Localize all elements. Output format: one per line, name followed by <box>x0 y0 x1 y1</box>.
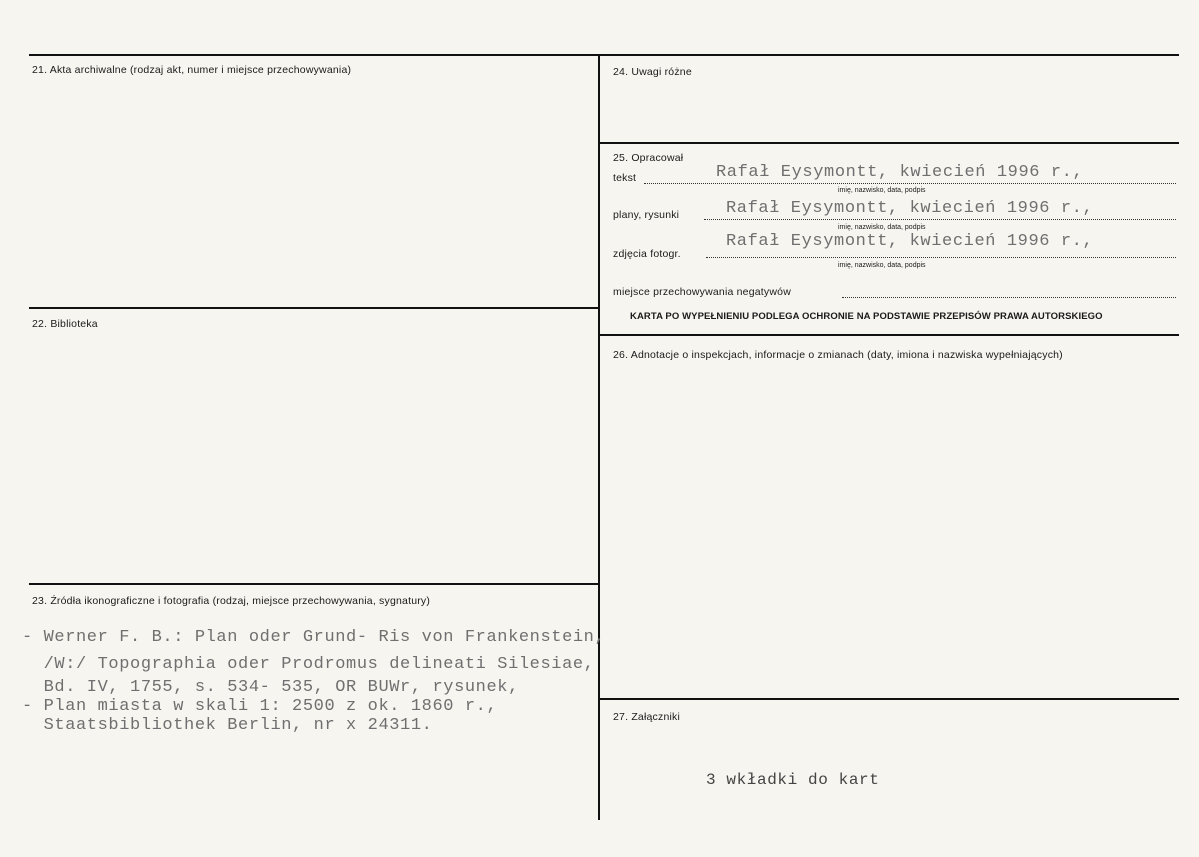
divider-22-23 <box>29 583 599 585</box>
field-plany-label: plany, rysunki <box>613 209 680 221</box>
section-21-label: 21. Akta archiwalne (rodzaj akt, numer i miejsce przechowywania) <box>32 64 352 76</box>
section-27-label: 27. Załączniki <box>613 711 680 723</box>
source-entry: /W:/ Topographia oder Prodromus delineati Silesiae, <box>22 655 595 674</box>
field-zdjecia-value: Rafał Eysymontt, kwiecień 1996 r., <box>726 232 1094 251</box>
center-divider-line <box>598 55 600 820</box>
negatives-label: miejsce przechowywania negatywów <box>613 286 791 298</box>
field-tekst-caption: imię, nazwisko, data, podpis <box>838 187 926 194</box>
top-border-line <box>29 54 1179 56</box>
source-entry: - Plan miasta w skali 1: 2500 z ok. 1860 r., <box>22 697 498 716</box>
field-plany-caption: imię, nazwisko, data, podpis <box>838 224 926 231</box>
divider-26-27 <box>599 698 1179 700</box>
section-22-label: 22. Biblioteka <box>32 318 98 330</box>
copyright-notice: KARTA PO WYPEŁNIENIU PODLEGA OCHRONIE NA PODSTAWIE PRZEPISÓW PRAWA AUTORSKIEGO <box>630 311 1103 322</box>
source-entry: - Werner F. B.: Plan oder Grund- Ris von Frankenstein, <box>22 628 606 647</box>
field-plany-dotted-line <box>704 219 1176 220</box>
field-plany-value: Rafał Eysymontt, kwiecień 1996 r., <box>726 199 1094 218</box>
field-tekst-dotted-line <box>644 183 1176 184</box>
section-25-label: 25. Opracował <box>613 152 684 164</box>
field-zdjecia-label: zdjęcia fotogr. <box>613 248 681 260</box>
field-zdjecia-dotted-line <box>706 257 1176 258</box>
source-entry: Bd. IV, 1755, s. 534- 535, OR BUWr, rysunek, <box>22 678 519 697</box>
divider-25-26 <box>599 334 1179 336</box>
negatives-dotted-line <box>842 297 1176 298</box>
section-26-label: 26. Adnotacje o inspekcjach, informacje o zmianach (daty, imiona i nazwiska wypełniających) <box>613 349 1063 361</box>
attachments-value: 3 wkładki do kart <box>706 771 880 789</box>
source-entry: Staatsbibliothek Berlin, nr x 24311. <box>22 716 433 735</box>
field-zdjecia-caption: imię, nazwisko, data, podpis <box>838 262 926 269</box>
section-23-label: 23. Źródła ikonograficzne i fotografia (rodzaj, miejsce przechowywania, sygnatury) <box>32 595 431 607</box>
divider-24-25 <box>599 142 1179 144</box>
field-tekst-value: Rafał Eysymontt, kwiecień 1996 r., <box>716 163 1084 182</box>
section-24-label: 24. Uwagi różne <box>613 66 692 78</box>
divider-21-22 <box>29 307 599 309</box>
field-tekst-label: tekst <box>613 172 637 184</box>
